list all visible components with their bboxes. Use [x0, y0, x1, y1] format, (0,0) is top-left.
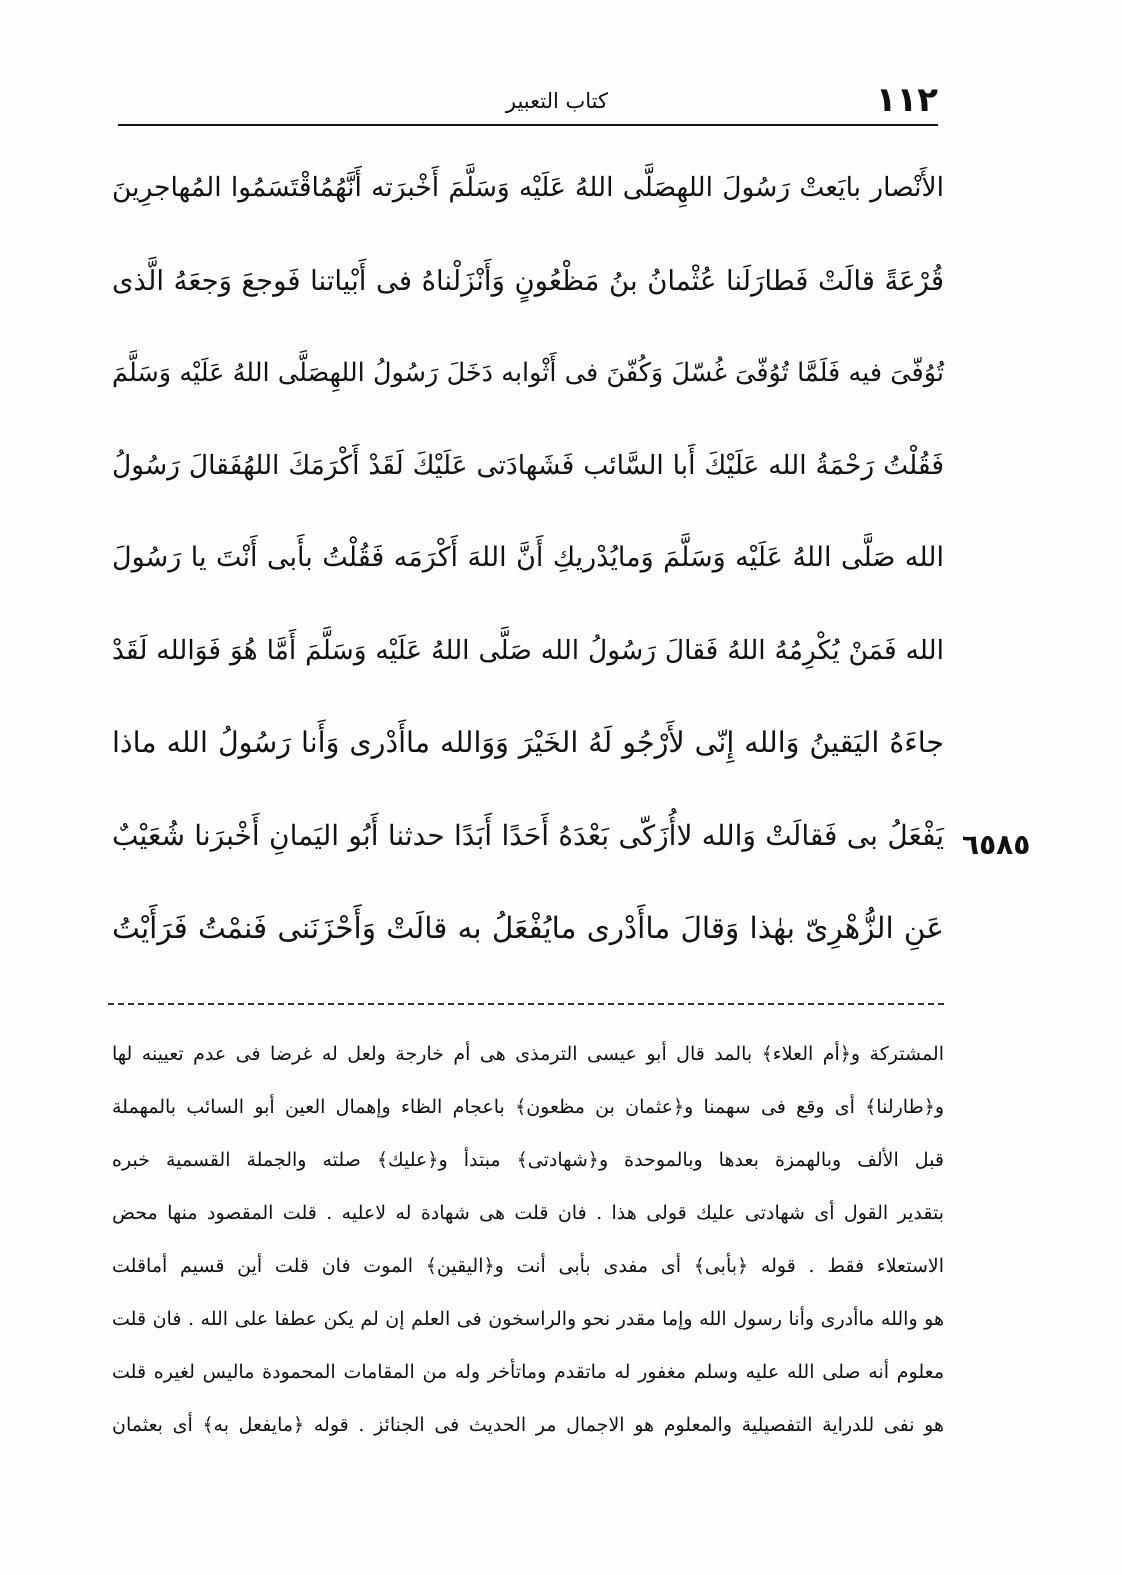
hadith-text [112, 142, 944, 975]
text-line: الله صَلَّى اللهُ عَلَيْه وَسَلَّمَ وَمايُدْريكِ أَنَّ اللهَ أَكْرَمَه فَقُلْتُ بأَبى أَنْتَ يا رَسُولَ [112, 542, 944, 573]
footnote-line: قبل الألف وبالهمزة بعدها وبالموحدة و﴿شهادتى﴾ مبتدأ و﴿عليك﴾ صلته والجملة القسمية خبره [112, 1149, 944, 1171]
text-line: تُوُفّىَ فيه فَلَمَّا تُوُفّىَ غُسّلَ وَكُفّنَ فى أَثْوابه دَخَلَ رَسُولُ اللهِصَلَّى اللهُ عَلَيْه وَسَلَّمَ [112, 358, 944, 388]
footnote-line: الاستعلاء فقط . قوله ﴿بأبى﴾ أى مفدى بأبى أنت و﴿اليقين﴾ الموت فان قلت أين قسيم أماقلت [112, 1255, 944, 1277]
page-header [118, 80, 938, 120]
text-line: فَقُلْتُ رَحْمَةُ الله عَلَيْكَ أَبا السَّائب فَشَهادَتى عَلَيْكَ لَقَدْ أَكْرَمَكَ اللهُفَقالَ رَسُولُ [112, 449, 944, 481]
footnote-line: هو نفى للدراية التفصيلية والمعلوم هو الاجمال مر الحديث فى الجنائز . قوله ﴿مايفعل به﴾ أى بعثمان [112, 1414, 944, 1436]
header-divider [118, 124, 938, 126]
footnote-line: هو والله ماأدرى وأنا رسول الله وإما مقدر نحو والراسخون فى العلم إن لم يكن عطفا على الله . فان قلت [112, 1308, 944, 1330]
commentary-footnotes [112, 1028, 944, 1452]
footnote-line: بتقدير القول أى شهادتى عليك قولى هذا . فان قلت هى شهادة له لاعليه . قلت المقصود منها محض [112, 1202, 944, 1224]
footnote-line: معلوم أنه صلى الله عليه وسلم مغفور له ماتقدم وماتأخر وله من المقامات المحمودة ماليس لغيره قلت [112, 1361, 944, 1383]
running-title: كتاب التعبير [505, 89, 608, 113]
text-line: يَفْعَلُ بى فَقالَتْ وَالله لاأُزَكّى بَعْدَهُ أَحَدًا أَبَدًا حدثنا أَبُو اليَمانِ أَخْبرَنا شُعَيْبٌ [112, 818, 944, 852]
text-line: جاءَهُ اليَقينُ وَالله إِنّى لأَرْجُو لَهُ الخَيْرَ وَوَالله ماأَدْرى وَأَنا رَسُولُ الله ماذا [112, 726, 944, 759]
text-line: عَنِ الزُّهْرِىّ بهٰذا وَقالَ ماأَدْرى مايُفْعَلُ به قالَتْ وَأَحْزَنَنى فَنمْتُ فَرَأَيْتُ [112, 911, 944, 945]
footnote-line: المشتركة و﴿أم العلاء﴾ بالمد قال أبو عيسى الترمذى هى أم خارجة ولعل له غرضا فى عدم تعيينه لها [112, 1043, 944, 1065]
text-line: الله فَمَنْ يُكْرِمُهُ اللهُ فَقالَ رَسُولُ الله صَلَّى اللهُ عَلَيْه وَسَلَّمَ أَمَّا هُوَ فَوَالله لَقَدْ [112, 634, 944, 666]
text-line: الأَنْصار بايَعتْ رَسُولَ اللهِصَلَّى اللهُ عَلَيْه وَسَلَّمَ أَخْبرَته أَنَّهُمُاقْتَسَمُوا المُهاجرِينَ [112, 172, 944, 203]
footnote-line: و﴿طارلنا﴾ أى وقع فى سهمنا و﴿عثمان بن مظعون﴾ باعجام الظاء وإهمال العين أبو السائب بالمهملة [112, 1096, 944, 1118]
footnote-divider [108, 1003, 944, 1005]
hadith-number: ٦٥٨٥ [962, 828, 1031, 861]
page-number: ١١٢ [875, 80, 938, 120]
text-line: قُرْعَةً قالَتْ فَطارَلَنا عُثْمانُ بنُ مَظْعُونٍ وَأَنْزَلْناهُ فى أَبْياتنا فَوجعَ وَجعَهُ الَّذى [112, 264, 944, 297]
